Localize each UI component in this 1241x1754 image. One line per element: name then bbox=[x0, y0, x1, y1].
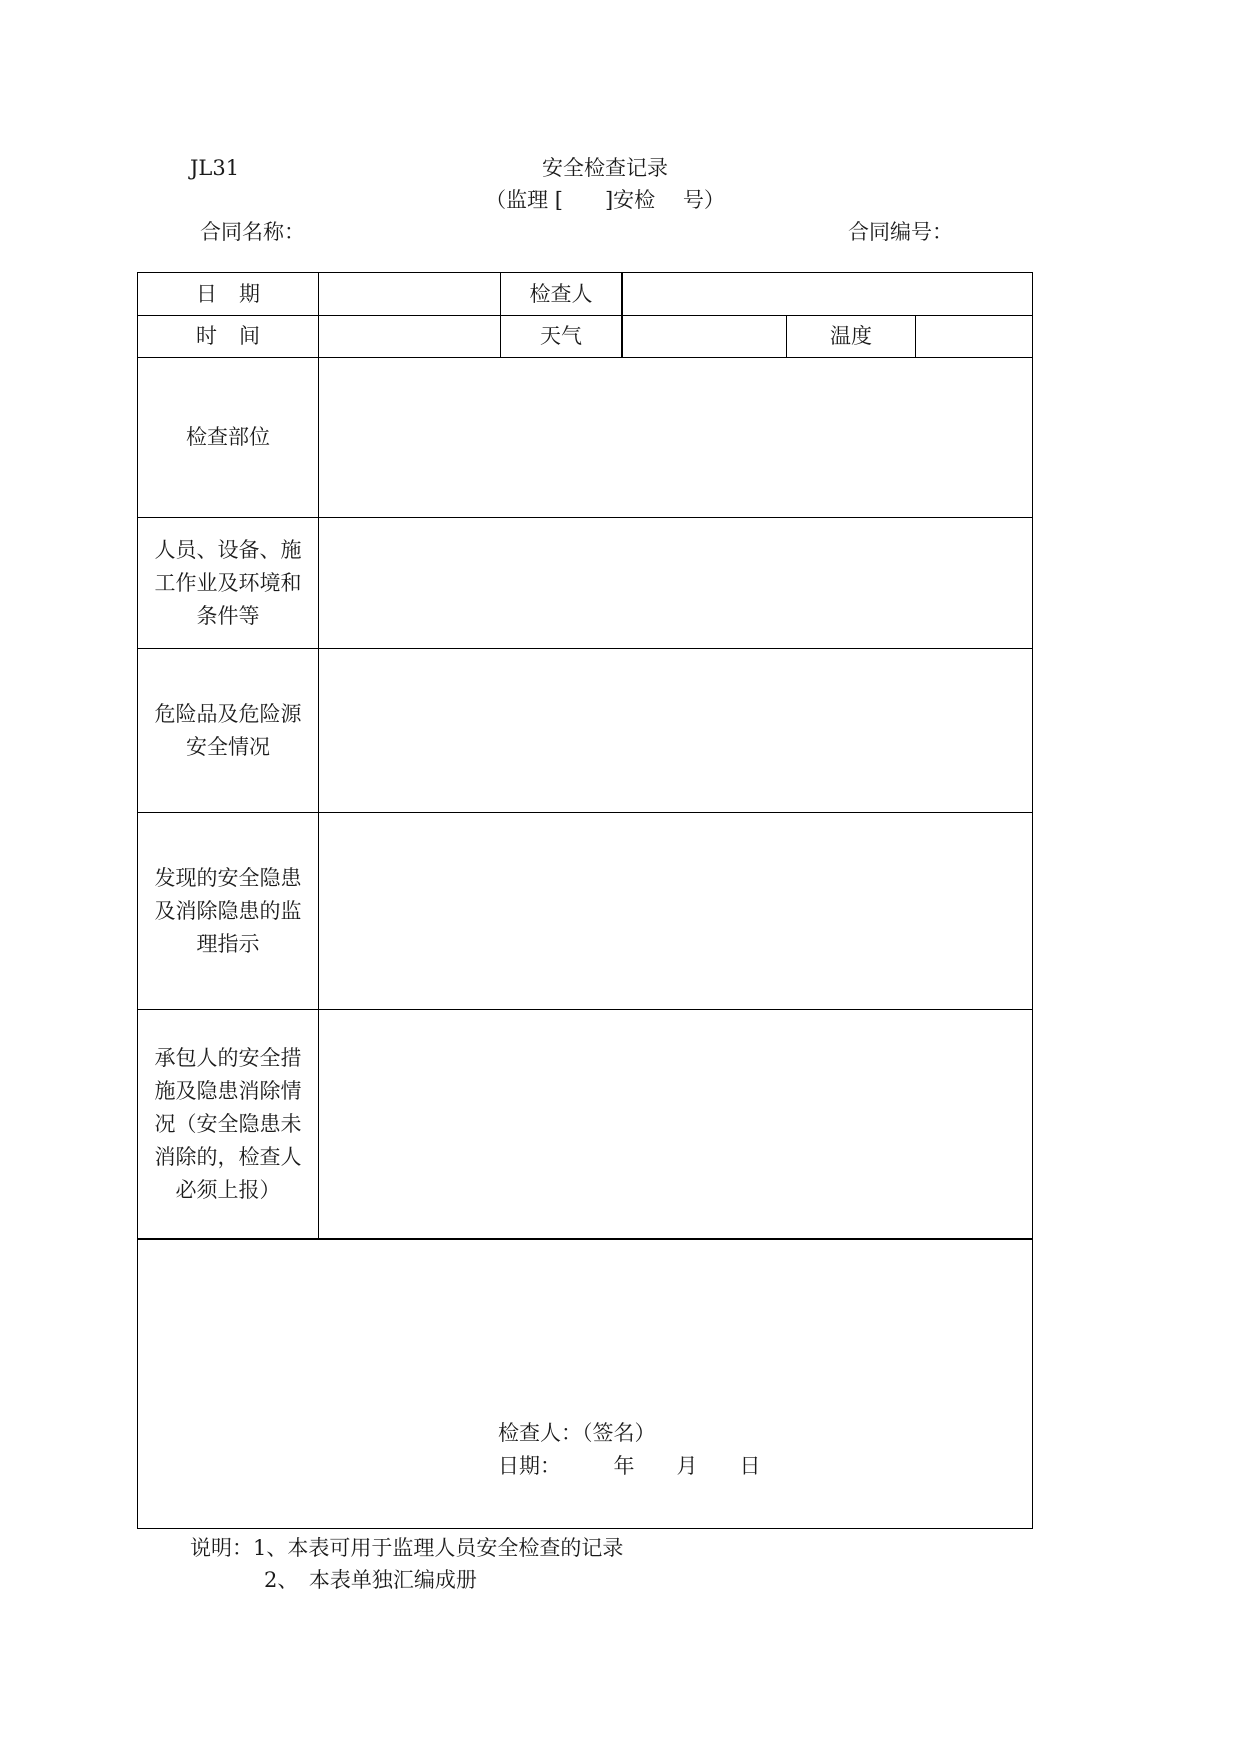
date-value[interactable] bbox=[319, 273, 500, 315]
temperature-label: 温度 bbox=[830, 324, 872, 348]
date-label: 日期 bbox=[195, 281, 283, 306]
weather-value[interactable] bbox=[623, 316, 786, 357]
notes bbox=[190, 1538, 623, 1591]
findings-value[interactable] bbox=[319, 813, 1032, 1009]
weather-label: 天气 bbox=[540, 324, 582, 348]
inspector-value[interactable] bbox=[623, 273, 1032, 315]
signature-inspector-line: 检查人：（签名） bbox=[498, 1421, 656, 1445]
personnel-equipment-value[interactable] bbox=[319, 518, 1032, 648]
time-value[interactable] bbox=[319, 316, 500, 357]
contract-name-label: 合同名称： bbox=[200, 220, 305, 244]
inspection-location-label: 检查部位 bbox=[186, 425, 270, 449]
table-border-right bbox=[1032, 272, 1033, 1529]
contract-no-label: 合同编号： bbox=[848, 220, 953, 244]
contractor-measures-label: 承包人的安全措施及隐患消除情况（安全隐患未消除的，检查人必须上报） bbox=[154, 1045, 302, 1202]
signature-area bbox=[498, 1423, 761, 1489]
contractor-measures-value[interactable] bbox=[319, 1010, 1032, 1238]
personnel-equipment-label: 人员、设备、施工作业及环境和条件等 bbox=[154, 537, 302, 628]
form-subtitle: （监理 [ ]安检 号） bbox=[485, 188, 725, 212]
findings-label: 发现的安全隐患及消除隐患的监理指示 bbox=[154, 865, 302, 956]
hazard-label: 危险品及危险源安全情况 bbox=[154, 701, 302, 759]
form-code: JL31 bbox=[190, 156, 240, 180]
signature-date-line: 日期： 年 月 日 bbox=[498, 1454, 761, 1478]
temperature-value[interactable] bbox=[916, 316, 1032, 357]
note-1: 说明：1、本表可用于监理人员安全检查的记录 bbox=[190, 1536, 624, 1560]
inspector-label: 检查人 bbox=[529, 281, 593, 306]
form-title: 安全检查记录 bbox=[542, 156, 668, 180]
time-label: 时间 bbox=[195, 324, 283, 348]
table-border-bottom bbox=[137, 1528, 1033, 1529]
note-2: 2、 本表单独汇编成册 bbox=[264, 1568, 477, 1592]
inspection-location-value[interactable] bbox=[319, 358, 1032, 517]
hazard-value[interactable] bbox=[319, 649, 1032, 812]
